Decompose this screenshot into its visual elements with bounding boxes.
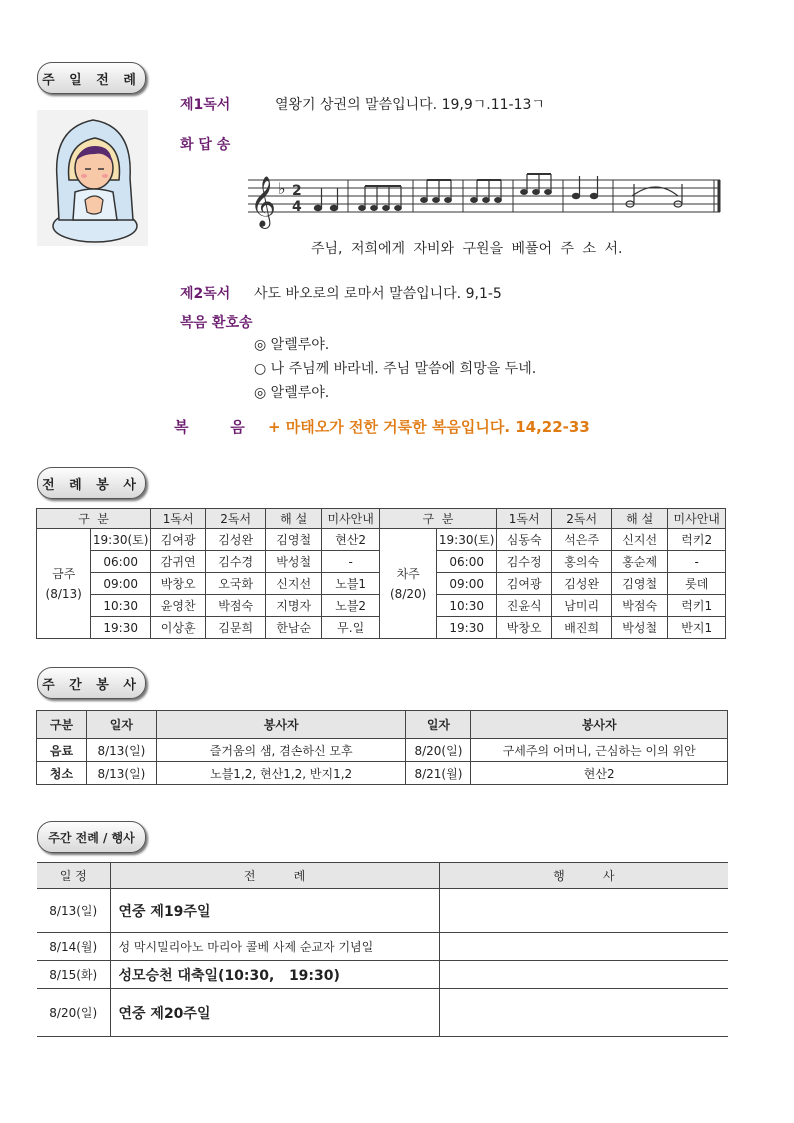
- table-cell: 박창오: [150, 573, 205, 595]
- header-second-reading: 2독서: [552, 509, 612, 529]
- table-cell: 성 막시밀리아노 마리아 콜베 사제 순교자 기념일: [110, 933, 439, 961]
- table-cell: 김문희: [206, 617, 266, 639]
- header-category: 구분: [37, 711, 87, 739]
- table-cell: 06:00: [91, 551, 151, 573]
- table-cell: 김성완: [552, 573, 612, 595]
- table-cell: 06:00: [437, 551, 497, 573]
- liturgy-service-table: [36, 508, 726, 639]
- table-cell: 19:30(토): [437, 529, 497, 551]
- second-reading-label: 제2독서: [180, 286, 231, 302]
- table-cell: 진윤식: [496, 595, 551, 617]
- table-cell: 반지1: [668, 617, 726, 639]
- second-reading-text: 사도 바오로의 로마서 말씀입니다. 9,1-5: [254, 286, 502, 302]
- section-label-weekly-events: 주간 전례 / 행사: [37, 821, 146, 853]
- section-label-weekly-service: 주 간 봉 사: [37, 667, 146, 699]
- header-date: 일자: [406, 711, 471, 739]
- weekly-service-table: [36, 710, 728, 785]
- table-row: [37, 739, 728, 762]
- header-commentary: 해 설: [611, 509, 667, 529]
- table-cell: 남미리: [552, 595, 612, 617]
- table-cell: [439, 989, 728, 1037]
- table-cell: 석은주: [552, 529, 612, 551]
- table-cell: 10:30: [91, 595, 151, 617]
- svg-text:4: 4: [292, 199, 302, 215]
- header-category: 구 분: [379, 509, 496, 529]
- table-cell: 19:30: [91, 617, 151, 639]
- table-cell: 즐거움의 샘, 겸손하신 모후: [156, 739, 406, 762]
- psalm-music-staff: [248, 170, 723, 232]
- table-cell: 성모승천 대축일(10:30, 19:30): [110, 961, 439, 989]
- table-row: [37, 933, 728, 961]
- table-cell: 홍순제: [611, 551, 667, 573]
- table-cell: 박성철: [265, 551, 321, 573]
- table-cell: -: [668, 551, 726, 573]
- acclamation-line-2: ○ 나 주님께 바라네. 주님 말씀에 희망을 두네.: [254, 361, 537, 377]
- header-volunteers: 봉사자: [156, 711, 406, 739]
- table-cell: 8/20(일): [406, 739, 471, 762]
- table-header-row: [37, 711, 728, 739]
- table-row: [37, 529, 726, 551]
- header-first-reading: 1독서: [496, 509, 551, 529]
- table-cell: 구세주의 어머니, 근심하는 이의 위안: [471, 739, 728, 762]
- table-cell: [439, 933, 728, 961]
- table-cell: 김수정: [496, 551, 551, 573]
- this-week-group: 금주 (8/13): [37, 529, 91, 639]
- table-cell: 무.일: [322, 617, 380, 639]
- header-first-reading: 1독서: [150, 509, 205, 529]
- table-cell: 신지선: [611, 529, 667, 551]
- table-cell: 노블2: [322, 595, 380, 617]
- table-cell: 연중 제19주일: [110, 889, 439, 933]
- section-label-sunday-liturgy: 주 일 전 례: [37, 62, 146, 94]
- table-cell: 심동숙: [496, 529, 551, 551]
- table-cell: 한남순: [265, 617, 321, 639]
- svg-text:2: 2: [292, 183, 302, 199]
- table-cell: 19:30(토): [91, 529, 151, 551]
- table-row: [37, 762, 728, 785]
- table-cell: 김영철: [265, 529, 321, 551]
- table-header-row: [37, 509, 726, 529]
- header-commentary: 해 설: [265, 509, 321, 529]
- first-reading-label: 제1독서: [180, 97, 231, 113]
- table-cell: 오국화: [206, 573, 266, 595]
- header-events: 행 사: [439, 863, 728, 889]
- table-row: [37, 961, 728, 989]
- table-cell: 박점숙: [206, 595, 266, 617]
- table-cell: 지명자: [265, 595, 321, 617]
- svg-text:𝄞: 𝄞: [250, 176, 277, 227]
- table-cell: 김여광: [150, 529, 205, 551]
- table-cell: 연중 제20주일: [110, 989, 439, 1037]
- table-cell: 이상훈: [150, 617, 205, 639]
- table-header-row: [37, 863, 728, 889]
- table-cell: 박점숙: [611, 595, 667, 617]
- header-mass-guide: 미사안내: [668, 509, 726, 529]
- section-label-liturgy-service: 전 례 봉 사: [37, 467, 146, 499]
- table-cell: 김여광: [496, 573, 551, 595]
- table-cell: 윤영찬: [150, 595, 205, 617]
- table-cell: 배진희: [552, 617, 612, 639]
- gospel-label: 복 음: [174, 418, 245, 436]
- gospel-text: + 마태오가 전한 거룩한 복음입니다. 14,22-33: [268, 418, 590, 436]
- acclamation-line-1: ◎ 알렐루야.: [254, 337, 330, 353]
- table-cell: 8/14(월): [37, 933, 110, 961]
- table-cell: 19:30: [437, 617, 497, 639]
- acclamation-line-3: ◎ 알렐루야.: [254, 385, 330, 401]
- table-cell: 8/15(화): [37, 961, 110, 989]
- acclamation-label: 복음 환호송: [180, 315, 253, 331]
- table-cell: 8/20(일): [37, 989, 110, 1037]
- table-cell: 감귀연: [150, 551, 205, 573]
- table-row: [37, 989, 728, 1037]
- table-cell: 청소: [37, 762, 87, 785]
- header-schedule: 일 정: [37, 863, 110, 889]
- psalm-label: 화 답 송: [180, 137, 231, 153]
- next-week-group: 차주 (8/20): [379, 529, 437, 639]
- table-cell: -: [322, 551, 380, 573]
- header-category: 구 분: [37, 509, 151, 529]
- table-cell: 럭키1: [668, 595, 726, 617]
- table-cell: 신지선: [265, 573, 321, 595]
- table-row: [37, 889, 728, 933]
- header-second-reading: 2독서: [206, 509, 266, 529]
- table-cell: 8/21(월): [406, 762, 471, 785]
- table-cell: [439, 889, 728, 933]
- table-cell: 롯데: [668, 573, 726, 595]
- table-cell: 현산2: [322, 529, 380, 551]
- table-cell: 8/13(일): [86, 739, 156, 762]
- table-cell: [439, 961, 728, 989]
- table-cell: 노블1,2, 현산1,2, 반지1,2: [156, 762, 406, 785]
- weekly-events-table: [37, 862, 728, 1037]
- table-cell: 8/13(일): [37, 889, 110, 933]
- table-cell: 8/13(일): [86, 762, 156, 785]
- table-cell: 음료: [37, 739, 87, 762]
- header-liturgy: 전 례: [110, 863, 439, 889]
- table-cell: 김성완: [206, 529, 266, 551]
- praying-woman-illustration: [35, 108, 150, 248]
- table-cell: 홍의숙: [552, 551, 612, 573]
- table-cell: 09:00: [91, 573, 151, 595]
- header-date: 일자: [86, 711, 156, 739]
- psalm-lyrics: 주님, 저희에게 자비와 구원을 베풀어 주 소 서.: [311, 241, 623, 257]
- svg-text:♭: ♭: [278, 179, 286, 198]
- table-cell: 김수경: [206, 551, 266, 573]
- table-cell: 노블1: [322, 573, 380, 595]
- header-volunteers: 봉사자: [471, 711, 728, 739]
- table-cell: 박성철: [611, 617, 667, 639]
- table-cell: 김영철: [611, 573, 667, 595]
- table-cell: 박창오: [496, 617, 551, 639]
- table-cell: 09:00: [437, 573, 497, 595]
- header-mass-guide: 미사안내: [322, 509, 380, 529]
- table-cell: 럭키2: [668, 529, 726, 551]
- table-cell: 현산2: [471, 762, 728, 785]
- first-reading-text: 열왕기 상권의 말씀입니다. 19,9ㄱ.11-13ㄱ: [275, 97, 545, 113]
- table-cell: 10:30: [437, 595, 497, 617]
